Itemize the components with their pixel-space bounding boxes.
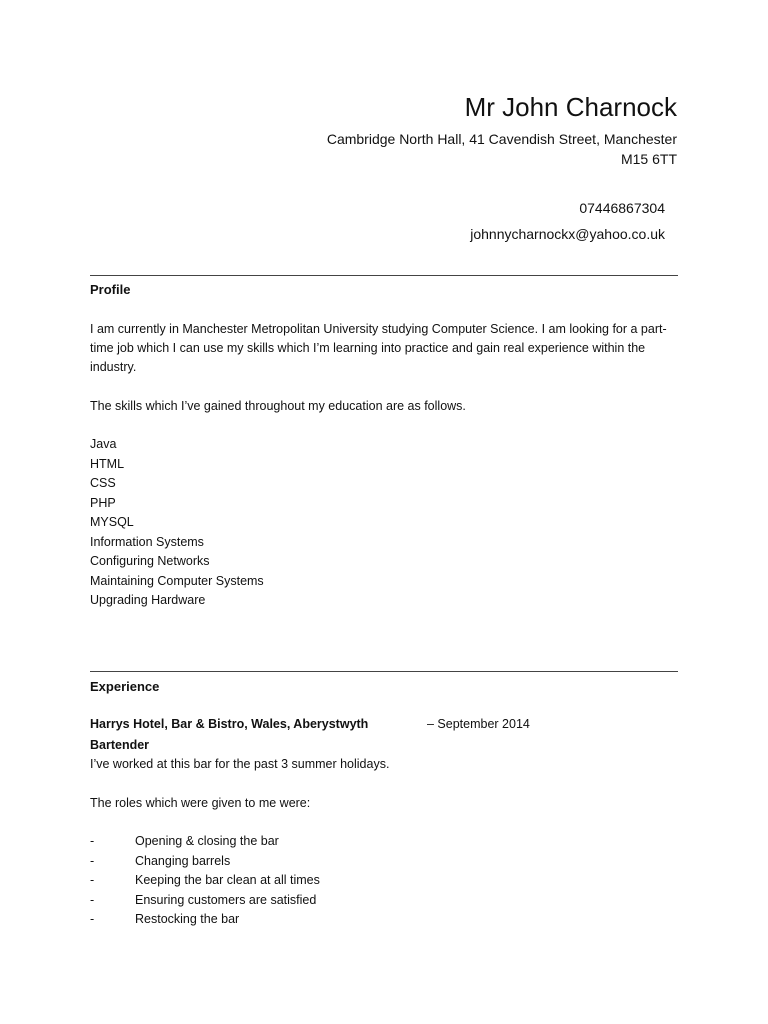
skills-intro: The skills which I’ve gained throughout my education are as follows. [90,399,466,413]
role-text: Changing barrels [135,853,231,868]
list-item [90,832,320,852]
skills-list [90,435,264,611]
profile-heading: Profile [90,282,131,297]
skill-item: CSS [90,476,116,490]
bullet-dash: - [90,892,95,907]
bullet-dash: - [90,912,95,926]
job-role: Bartender [90,738,150,752]
address-line: Cambridge North Hall, 41 Cavendish Street, Manchester [326,131,677,147]
skill-item: PHP [90,495,116,510]
role-text: Opening & closing the bar [135,834,279,848]
candidate-name: Mr John Charnock [464,92,677,122]
skill-item: Maintaining Computer Systems [90,573,264,588]
email-address: johnnycharnockx@yahoo.co.uk [470,226,665,242]
job-date: – September 2014 [427,717,530,731]
experience-divider [90,671,678,672]
profile-paragraph: I am currently in Manchester Metropolitan University studying Computer Science. I am looking for a part-time job which I can use my skills which I’m learning into practice and gain real experience within the industry. [90,322,667,374]
list-item [90,852,320,872]
list-item [90,871,320,891]
skill-item: Information Systems [90,534,204,549]
list-item [90,891,320,911]
skill-item: HTML [90,456,125,471]
job-employer: Harrys Hotel, Bar & Bistro, Wales, Aberystwyth [90,717,369,731]
role-text: Restocking the bar [135,912,240,926]
phone-number: 07446867304 [579,200,665,216]
bullet-dash: - [90,873,95,887]
list-item [90,910,320,930]
skill-item: Configuring Networks [90,554,210,568]
experience-heading: Experience [90,679,160,694]
roles-list [90,832,320,930]
job-description: I’ve worked at this bar for the past 3 summer holidays. [90,757,390,771]
skill-item: Java [90,437,117,451]
bullet-dash: - [90,853,95,868]
roles-intro: The roles which were given to me were: [90,796,311,810]
skill-item: Upgrading Hardware [90,593,206,607]
postcode: M15 6TT [620,151,677,167]
address-block [257,129,677,169]
skill-item: MYSQL [90,515,134,529]
role-text: Keeping the bar clean at all times [135,873,320,887]
bullet-dash: - [90,834,95,848]
role-text: Ensuring customers are satisfied [135,892,317,907]
profile-divider [90,275,678,276]
